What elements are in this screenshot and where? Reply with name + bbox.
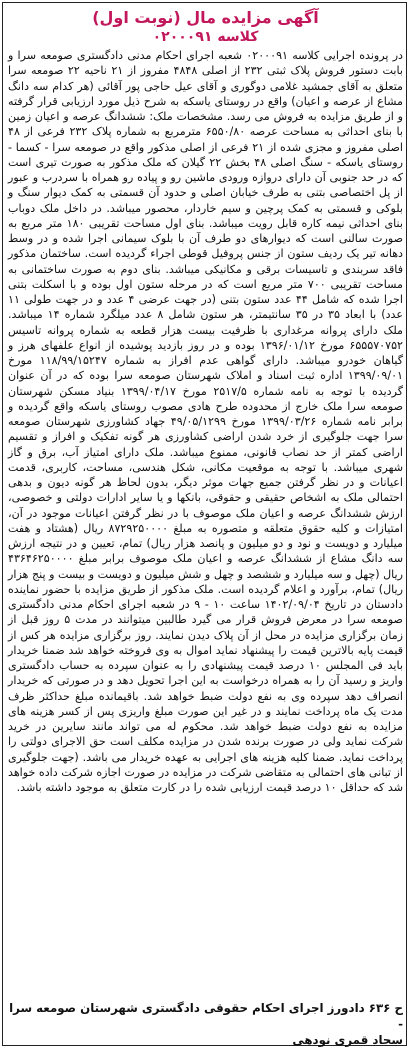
signature-line-2: سجاد قمری نودهی	[292, 1033, 403, 1047]
signature-block	[8, 1000, 403, 1048]
case-number: کلاسه ۰۲۰۰۰۹۱	[152, 29, 259, 45]
notice-body: در پرونده اجرایی کلاسه ۰۲۰۰۰۹۱ شعبه اجرای احکام مدنی دادگستری صومعه سرا و بابت دستور فروش پلاک ثبتی ۲۳۲ از اصلی ۴۸۴۸ مفروز از ۲۱ ناحیه ۲۲ صومعه سرا متعلق به آقای جمشید غلامی دوگوری و آقای عیل حاجی پور آقائی (هر کدام سه دانگ مشاع از عرصه و اعیان) واقع در روستای یاسکه به شرح ذیل مورد ارزیابی قرار گرفته و از طریق مزایده به فروش می رسد. مشخصات ملک: ششدانگ عرصه و اعیان زمین با بنای احداثی به مساحت عرصه ۶۵۵۰/۸۰ مترمربع به شماره پلاک ۲۳۲ فرعی از ۴۸ اصلی مفروز و مجزی شده از ۲۱ فرعی از اصلی مذکور واقع در صومعه سرا - کسما - روستای یاسکه - سنگ اصلی ۴۸ بخش ۲۲ گیلان که ملک مذکور به صورت تیری است که در حد جنوبی آن دارای دروازه ورودی ماشین رو و پیاده رو همراه با سردرب و عبور از پل اختصاصی بتنی به طرف خیابان اصلی و حدود آن قسمتی به کمک دیوار سنگ و بلوکی و قسمتی به کمک پرچین و سیم خاردار، محصور میباشد. در داخل ملک دوباب بنای احداثی نیمه کاره قابل رویت میباشد. بنای اول مساحت تقریبی ۱۸۰ متر مربع به صورت سالنی است که دیوارهای دو طرف آن با بلوک سیمانی اجرا شده و در وسط دهانه تیر یک ردیف ستون از جنس پروفیل قوطی اجراء گردیده است. ساختمان مذکور فاقد سربندی و تاسیسات برقی و مکانیکی میباشد. بنای دوم به صورت ساختمانی به مساحت تقریبی ۷۰۰ متر مربع است که در مرحله ستون اول بوده و با اسکلت بتنی اجرا شده که شامل ۴۴ عدد ستون بتنی (در جهت عرضی ۴ عدد و در جهت طولی ۱۱ عدد) با ابعاد ۳۵ در ۳۵ سانتیمتر، هر ستون شامل ۸ عدد میلگرد شماره ۱۴ میباشد. ملک دارای پروانه مرغداری با ظرفیت بیست هزار قطعه به شماره پروانه تاسیس ۶۵۵۵۷۰۷۵۲ مورخ ۱۳۹۶/۰۱/۱۲ بوده و در روز بازدید پوشیده از انواع علفهای هرز و گیاهان خودرو میباشد. دارای گواهی عدم افراز به شماره ۱۱۸/۹۹/۱۵۲۴۷ مورخ ۱۳۹۹/۰۹/۰۱ اداره ثبت اسناد و املاک شهرستان صومعه سرا بوده که در آن عنوان گردیده با توجه به نامه شماره ۲۵۱۷/۵ مورخ ۱۳۹۹/۰۴/۱۷ بنیاد مسکن شهرستان صومعه سرا ملک خارج از محدوده طرح هادی مصوب روستای یاسکه واقع گردیده و برابر نامه شماره ۱۳۹۹/۰۳/۲۶ مورخ ۴۹/۰۵/۱۲۹۹ جهاد کشاورزی شهرستان صومعه سرا جهت جلوگیری از خرد شدن اراضی کشاورزی هر گونه تفکیک و افراز و تقسیم اراضی کمتر از حد نصاب قانونی، ممنوع میباشد. ملک دارای امتیاز آب، برق و گاز شهری میباشد. با توجه به موقعیت مکانی، شکل هندسی، مساحت، کاربری، قدمت اعیانات و در نظر گرفتن جمیع جهات موثر دیگر، بدون لحاظ هر گونه دیون و بدهی احتمالی ملک به اشخاص حقیقی و حقوقی، بانکها و یا سایر ادارات دولتی و خصوصی، ارزش ششدانگ عرصه و اعیان ملک موصوف با در نظر گرفتن اعیانات موجود در آن، امتیازات و کلیه حقوق متعلقه و متصوره به مبلغ ۸۷۲۹۲۵۰۰۰۰ ریال (هشتاد و هفت میلیارد و دویست و نود و دو میلیون و پانصد هزار ریال) تمام، تعیین و در نتیجه ارزش سه دانگ مشاع از ششدانگ عرصه و اعیان ملک موصوف برابر مبلغ ۴۳۶۴۶۲۵۰۰۰۰ ریال (چهل و سه میلیارد و ششصد و چهل و شش میلیون و دویست و بیست و پنج هزار ریال) تمام، برآورد و اعلام گردیده است. ملک مذکور از طریق مزایده با حضور نماینده دادستان در تاریخ ۱۴۰۲/۰۹/۰۴ ساعت ۱۰ - ۹ در شعبه اجرای احکام مدنی دادگستری صومعه سرا در معرض فروش قرار می گیرد طالبین میتوانند در مدت ۵ روز قبل از زمان برگزاری مزایده در محل از آن پلاک دیدن نمایند. روز برگزاری مزایده هر کس از قیمت پایه بالاترین قیمت را پیشنهاد نماید اموال به وی فروخته خواهد شد ضمنا خریدار باید فی المجلس ۱۰ درصد قیمت پیشنهادی را به عنوان سپرده به حساب دادگستری واریز و رسید آن را به همراه درخواست به این اجرا تحویل دهد و در صورتی که خریدار انصراف دهد سپرده وی به نفع دولت ضبط خواهد شد. باقیمانده مبلغ حداکثر ظرف مدت یک ماه پرداخت نمایند و در غیر این صورت مبلغ واریزی پس از کسر هزینه های مزایده به نفع دولت ضبط خواهد شد. محکوم له می تواند مانند سایرین در خرید شرکت نماید ولی در صورت برنده شدن در مزایده مکلف است حق الاجرای دولتی را پرداخت نماید. ضمنا کلیه هزینه های اجرایی به عهده خریدار می باشد. (جهت جلوگیری از تبانی های احتمالی به متقاضی شرکت در مزایده در صورت اجازه شرکت داده خواهد شد که حداقل ۱۰ درصد قیمت ارزیابی شده را در کارت متعلق به موجود داشته باشد.	[8, 49, 404, 794]
notice-title: آگهی مزایده مال (نوبت اول)	[92, 8, 319, 27]
signature-line-1: ح ۶۳۶ دادورز اجرای احکام حقوقی دادگستری شهرستان صومعه سرا -	[9, 1001, 403, 1031]
notice-header	[0, 8, 411, 46]
